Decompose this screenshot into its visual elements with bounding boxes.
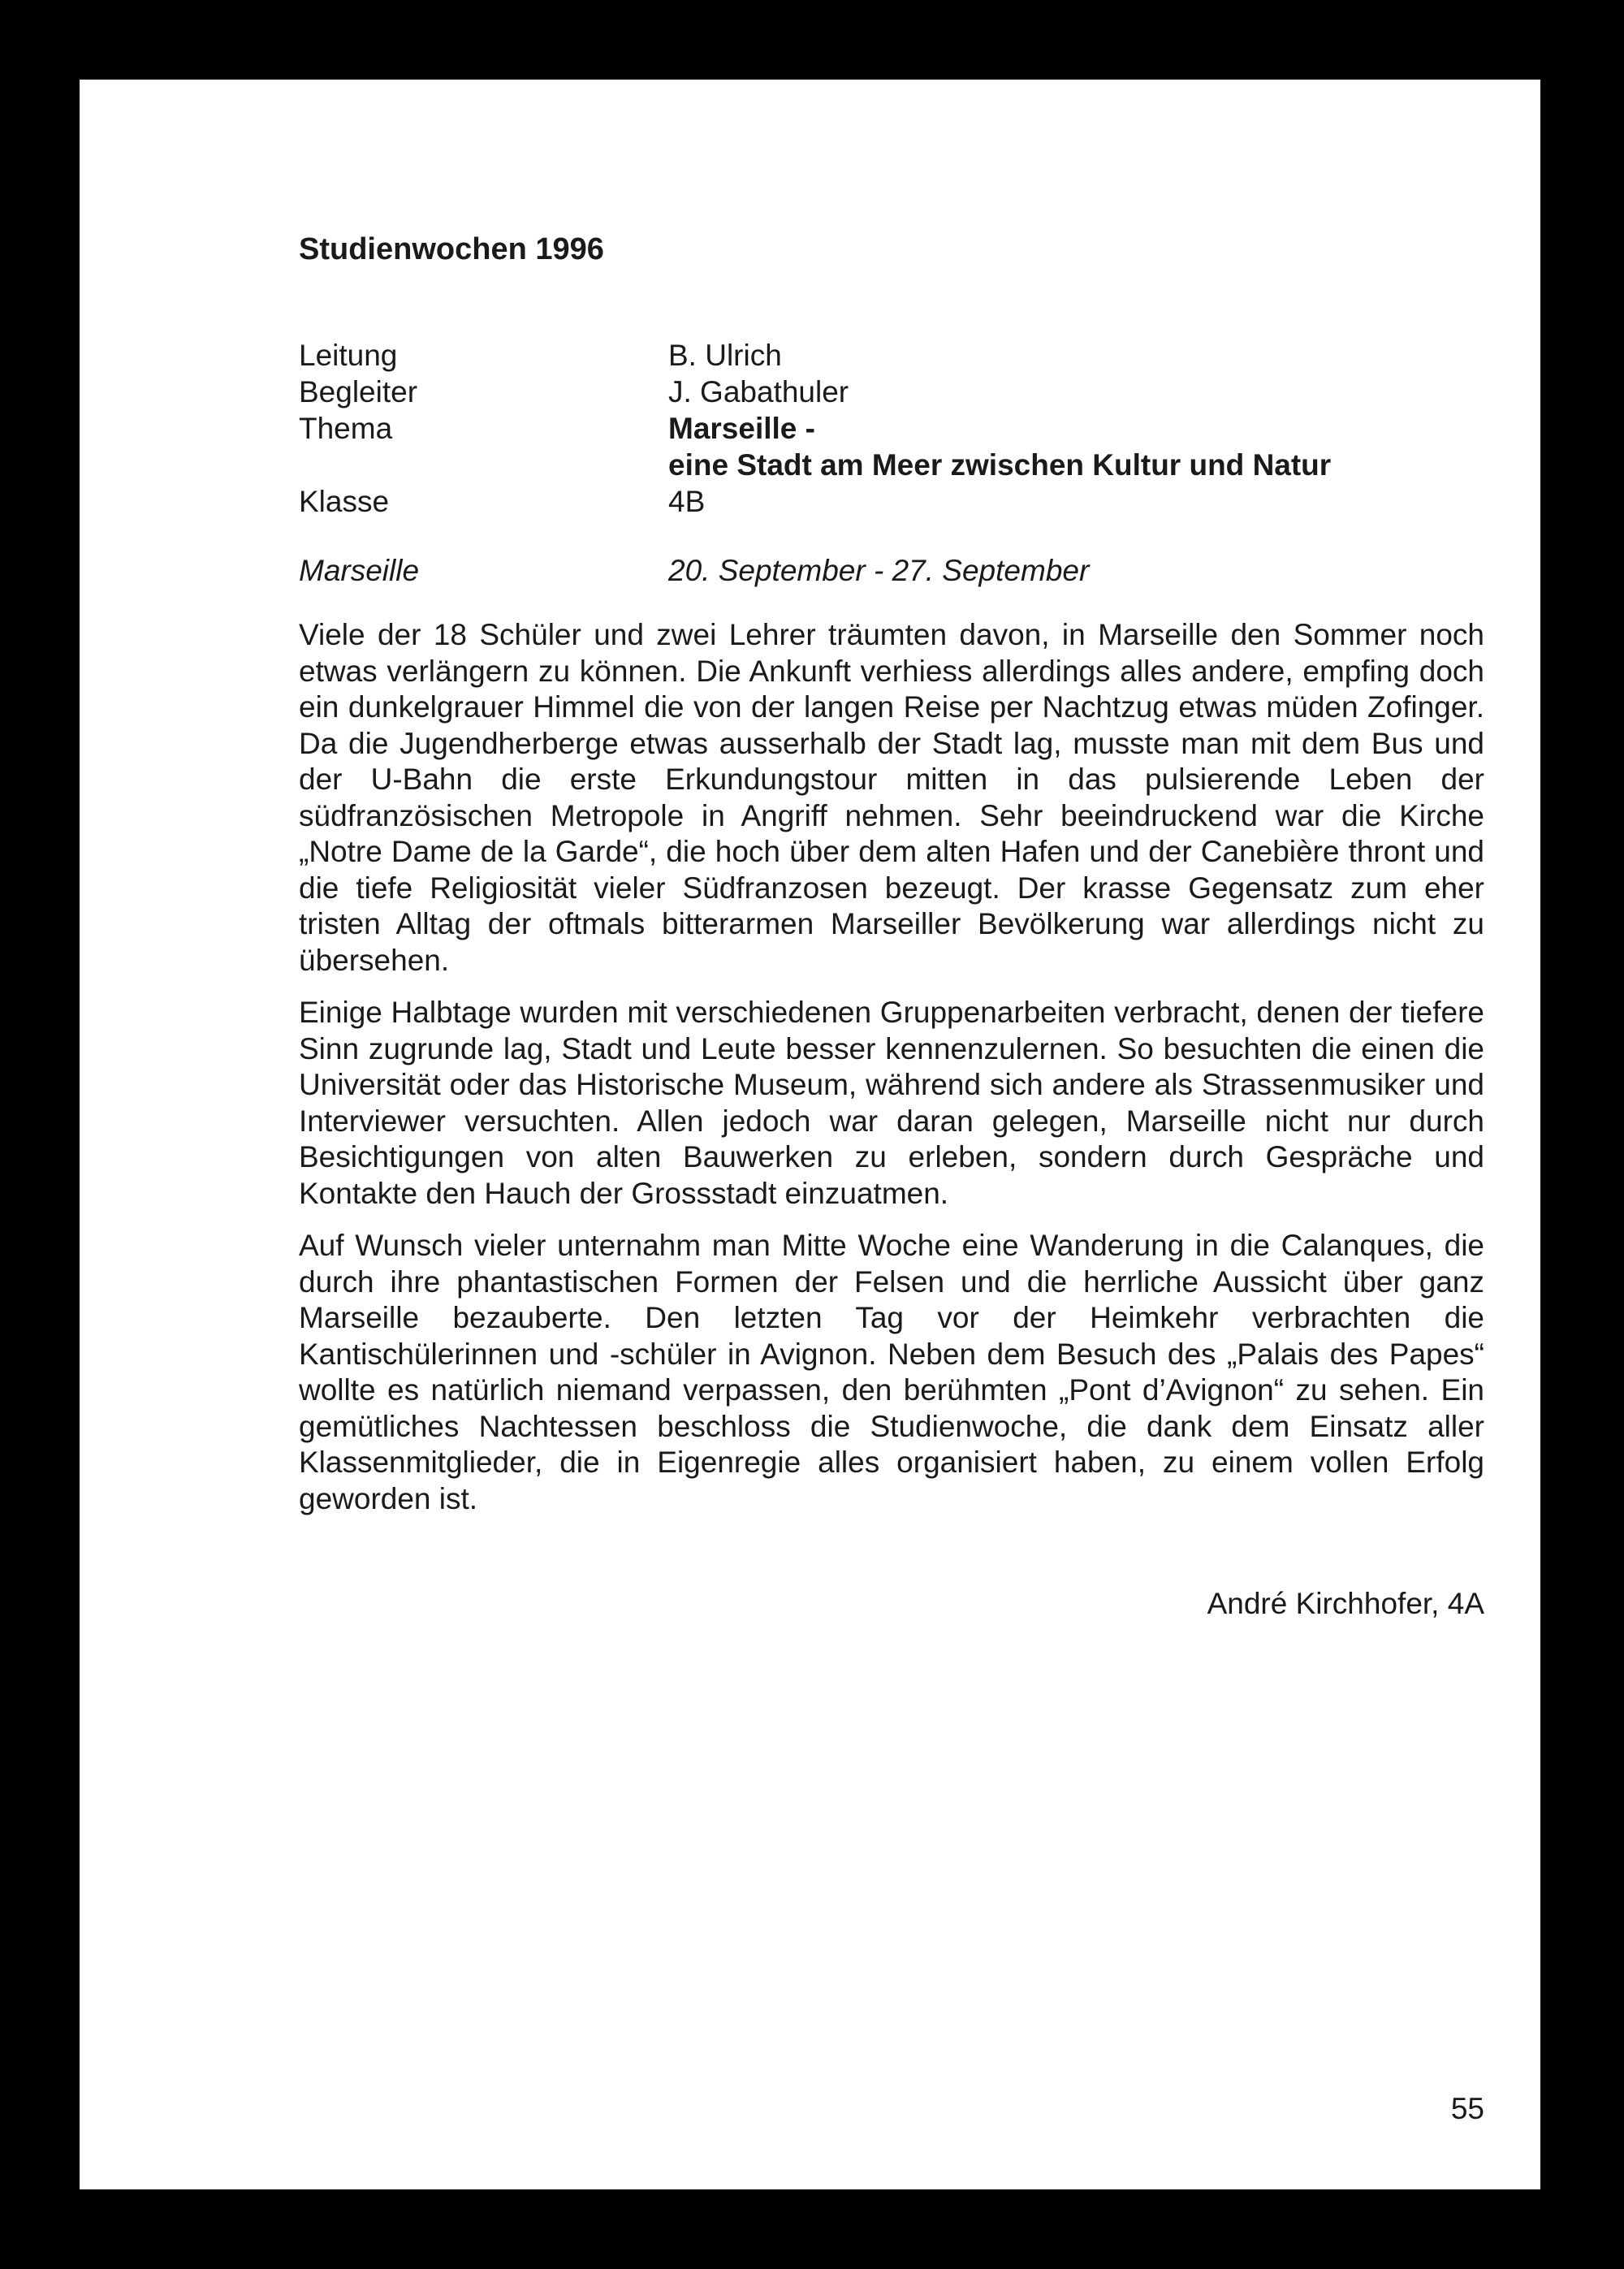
meta-row-begleiter (299, 374, 1484, 410)
meta-table (299, 337, 1484, 520)
meta-row-klasse (299, 483, 1484, 520)
trip-dates: 20. September - 27. September (668, 554, 1090, 587)
page-number: 55 (1450, 2092, 1484, 2125)
paragraph: Auf Wunsch vieler unternahm man Mitte Woche eine Wanderung in die Calanques, die durch ihre phantastischen Formen der Felsen und die herrliche Aussicht über ganz Marseille bezauberte. Den letzten Tag vor der Heimkehr verbrachten die Kantischülerinnen und -schüler in Avignon. Neben dem Besuch des „Palais des Papes“ wollte es natürlich niemand verpassen, den berühmten „Pont d’Avignon“ zu sehen. Ein gemütliches Nachtessen beschloss die Studienwoche, die dank dem Einsatz aller Klassenmitglieder, die in Eigenregie alles organisiert haben, zu einem vollen Erfolg geworden ist. (299, 1229, 1484, 1515)
trip-place: Marseille (299, 554, 420, 587)
meta-label: Klasse (299, 485, 390, 518)
meta-value: J. Gabathuler (668, 375, 849, 408)
meta-row-leitung (299, 337, 1484, 374)
theme-title-line-1: Marseille - (668, 412, 815, 445)
meta-row-thema-continued (299, 447, 1484, 483)
theme-title-line-2: eine Stadt am Meer zwischen Kultur und Natur (668, 448, 1332, 482)
trip-line (299, 552, 1484, 589)
document-page (80, 80, 1540, 2189)
document-heading: Studienwochen 1996 (299, 232, 604, 266)
meta-label (299, 447, 668, 483)
paragraph: Viele der 18 Schüler und zwei Lehrer träumten davon, in Marseille den Sommer noch etwas verlängern zu können. Die Ankunft verhiess allerdings alles andere, empfing doch ein dunkelgrauer Himmel die von der langen Reise per Nachtzug etwas müden Zofinger. Da die Jugendherberge etwas ausserhalb der Stadt lag, musste man mit dem Bus und der U-Bahn die erste Erkundungstour mitten in das pulsierende Leben der südfranzösischen Metropole in Angriff nehmen. Sehr beeindruckend war die Kirche „Notre Dame de la Garde“, die hoch über dem alten Hafen und der Canebière thront und die tiefe Religiosität vieler Südfranzosen bezeugt. Der krasse Gegensatz zum eher tristen Alltag der oftmals bitterarmen Marseiller Bevölkerung war allerdings nicht zu übersehen. (299, 618, 1484, 977)
article-body (299, 617, 1484, 1533)
meta-value: B. Ulrich (668, 339, 782, 372)
meta-label: Leitung (299, 339, 398, 372)
author-signature: André Kirchhofer, 4A (1207, 1587, 1484, 1620)
paragraph: Einige Halbtage wurden mit verschiedenen Gruppenarbeiten verbracht, denen der tiefere Sinn zugrunde lag, Stadt und Leute besser kennenzulernen. So besuchten die einen die Universität oder das Historische Museum, während sich andere als Strassenmusiker und Interviewer versuchten. Allen jedoch war daran gelegen, Marseille nicht nur durch Besichtigungen von alten Bauwerken zu erleben, sondern durch Gespräche und Kontakte den Hauch der Grossstadt einzuatmen. (299, 996, 1484, 1210)
meta-row-thema (299, 410, 1484, 447)
meta-label: Thema (299, 412, 393, 445)
meta-label: Begleiter (299, 375, 418, 408)
meta-value: 4B (668, 485, 706, 518)
